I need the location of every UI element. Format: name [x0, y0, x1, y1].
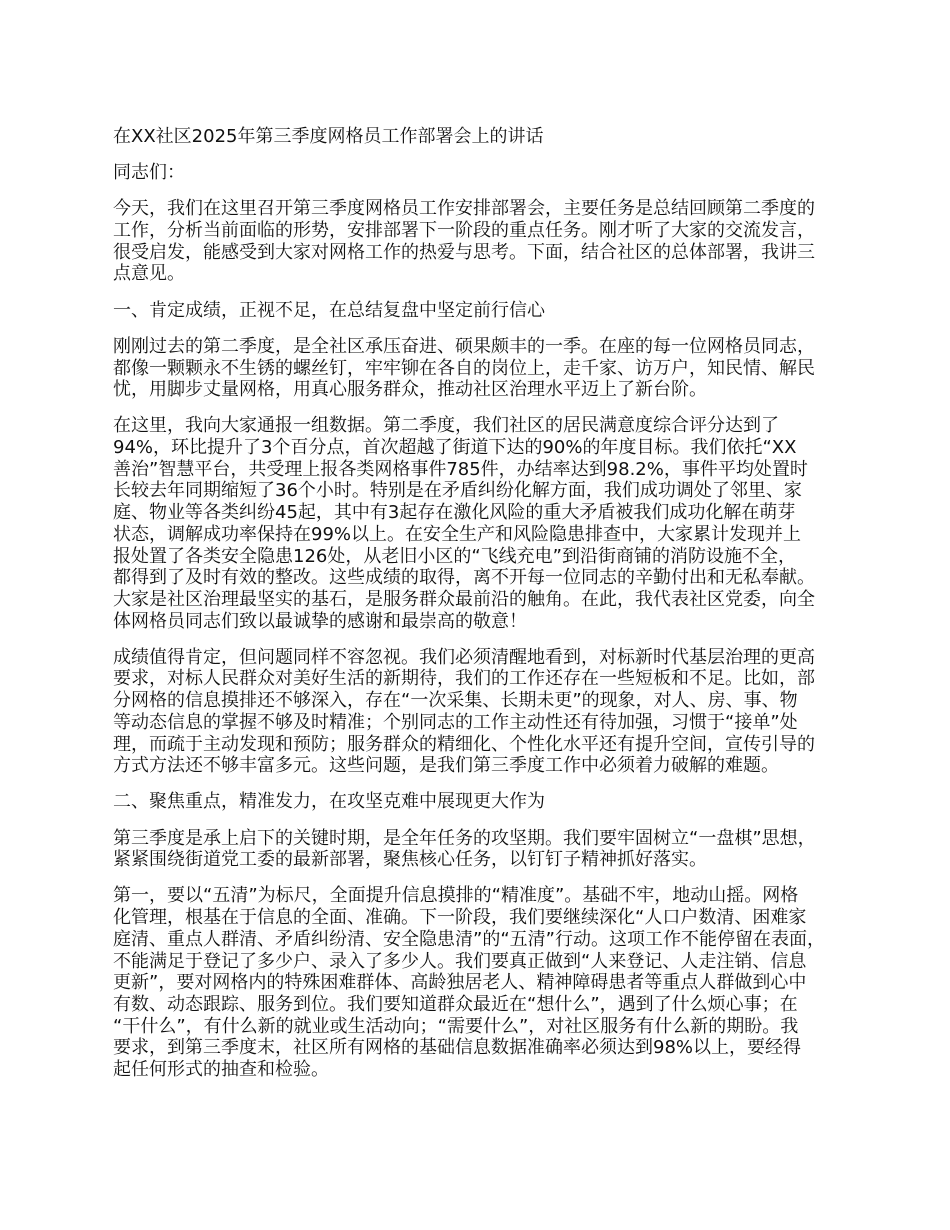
text-line: 善治”智慧平台，共受理上报各类网格事件785件，办结率达到98.2%，事件平均处置时	[113, 458, 808, 480]
text-line: 方式方法还不够丰富多元。这些问题，是我们第三季度工作中必须着力破解的难题。	[113, 755, 779, 777]
text-line: 体网格员同志们致以最诚挚的感谢和最崇高的敬意！	[113, 610, 527, 632]
text-line: 今天，我们在这里召开第三季度网格员工作安排部署会，主要任务是总结回顾第二季度的	[113, 198, 815, 220]
text-line: 在这里，我向大家通报一组数据。第二季度，我们社区的居民满意度综合评分达到了	[113, 415, 779, 437]
text-line: 状态，调解成功率保持在99%以上。在安全生产和风险隐患排查中，大家累计发现并上	[113, 523, 802, 545]
text-line: 很受启发，能感受到大家对网格工作的热爱与思考。下面，结合社区的总体部署，我讲三	[113, 241, 815, 263]
text-line: 不能满足于登记了多少户、录入了多少人。我们要真正做到“人来登记、人走注销、信息	[113, 950, 807, 972]
text-line: 大家是社区治理最坚实的基石，是服务群众最前沿的触角。在此，我代表社区党委，向全	[113, 588, 815, 610]
text-line: 分网格的信息摸排还不够深入，存在“一次采集、长期未更”的现象，对人、房、事、物	[113, 690, 798, 712]
text-line: 起任何形式的抽查和检验。	[113, 1058, 329, 1080]
text-line: 一、肯定成绩，正视不足，在总结复盘中坚定前行信心	[113, 299, 545, 321]
salutation-text: 同志们：	[113, 162, 185, 184]
paragraph	[113, 647, 853, 777]
text-line: 二、聚焦重点，精准发力，在攻坚克难中展现更大作为	[113, 791, 545, 813]
text-line: 有数、动态跟踪、服务到位。我们要知道群众最近在“想什么”，遇到了什么烦心事；在	[113, 993, 798, 1015]
text-line: 长较去年同期缩短了36个小时。特别是在矛盾纠纷化解方面，我们成功调处了邻里、家	[113, 480, 802, 502]
text-line: 要求，到第三季度末，社区所有网格的基础信息数据准确率必须达到98%以上，要经得	[113, 1037, 802, 1059]
title-text: 在XX社区2025年第三季度网格员工作部署会上的讲话	[113, 126, 544, 147]
text-line: 点意见。	[113, 263, 185, 285]
section-heading	[113, 300, 853, 322]
section-heading	[113, 791, 853, 813]
text-line: 庭清、重点人群清、矛盾纠纷清、安全隐患清”的“五清”行动。这项工作不能停留在表面，	[113, 928, 825, 950]
text-line: 第一，要以“五清”为标尺，全面提升信息摸排的“精准度”。基础不牢，地动山摇。网格	[113, 885, 799, 907]
document-body	[113, 198, 853, 1080]
text-line: 理，而疏于主动发现和预防；服务群众的精细化、个性化水平还有提升空间，宣传引导的	[113, 733, 815, 755]
text-line: 要求，对标人民群众对美好生活的新期待，我们的工作还存在一些短板和不足。比如，部	[113, 668, 815, 690]
text-line: 化管理，根基在于信息的全面、准确。下一阶段，我们要继续深化“人口户数清、困难家	[113, 907, 807, 929]
text-line: “干什么”，有什么新的就业或生活动向；“需要什么”，对社区服务有什么新的期盼。我	[113, 1015, 799, 1037]
document-title	[113, 126, 853, 148]
text-line: 都像一颗颗永不生锈的螺丝钉，牢牢铆在各自的岗位上，走千家、访万户，知民情、解民	[113, 357, 815, 379]
paragraph	[113, 415, 853, 632]
text-line: 等动态信息的掌握不够及时精准；个别同志的工作主动性还有待加强，习惯于“接单”处	[113, 711, 798, 733]
text-line: 第三季度是承上启下的关键时期，是全年任务的攻坚期。我们要牢固树立“一盘棋”思想，	[113, 827, 816, 849]
paragraph	[113, 828, 853, 871]
text-line: 成绩值得肯定，但问题同样不容忽视。我们必须清醒地看到，对标新时代基层治理的更高	[113, 646, 815, 668]
text-line: 忧，用脚步丈量网格，用真心服务群众，推动社区治理水平迈上了新台阶。	[113, 379, 707, 401]
text-line: 庭、物业等各类纠纷45起，其中有3起存在激化风险的重大矛盾被我们成功化解在萌芽	[113, 502, 796, 524]
paragraph	[113, 885, 853, 1080]
text-line: 94%，环比提升了3个百分点，首次超越了街道下达的90%的年度目标。我们依托“XX	[113, 437, 797, 459]
paragraph	[113, 336, 853, 401]
document-page	[113, 126, 853, 1095]
text-line: 刚刚过去的第二季度，是全社区承压奋进、硕果颇丰的一季。在座的每一位网格员同志，	[113, 335, 815, 357]
paragraph	[113, 198, 853, 285]
salutation	[113, 162, 853, 184]
text-line: 更新”，要对网格内的特殊困难群体、高龄独居老人、精神障碍患者等重点人群做到心中	[113, 972, 807, 994]
text-line: 报处置了各类安全隐患126处，从老旧小区的“飞线充电”到沿街商铺的消防设施不全，	[113, 545, 797, 567]
text-line: 紧紧围绕街道党工委的最新部署，聚焦核心任务，以钉钉子精神抓好落实。	[113, 849, 707, 871]
text-line: 都得到了及时有效的整改。这些成绩的取得，离不开每一位同志的辛勤付出和无私奉献。	[113, 567, 815, 589]
text-line: 工作，分析当前面临的形势，安排部署下一阶段的重点任务。刚才听了大家的交流发言，	[113, 220, 815, 242]
